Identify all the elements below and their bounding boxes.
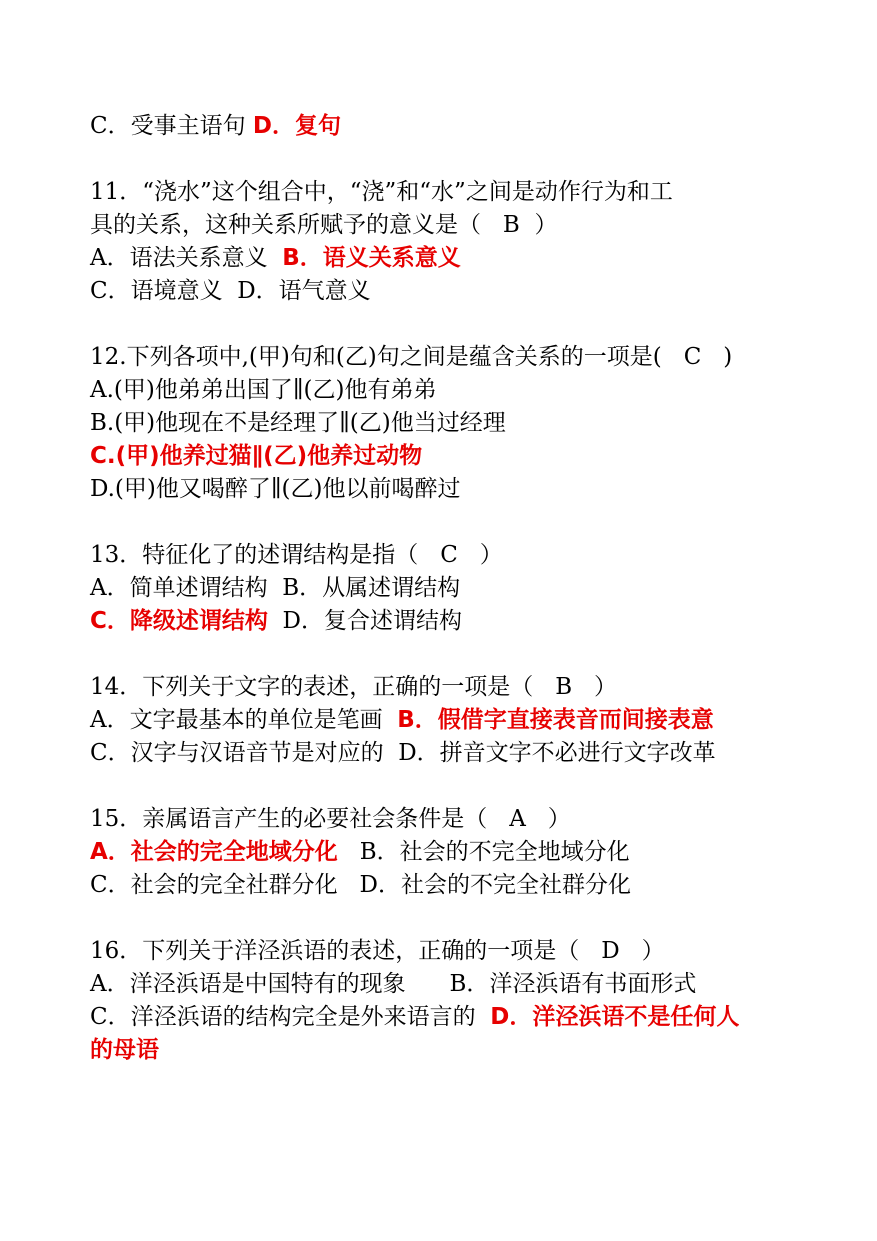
q10-option-c: C．受事主语句 — [90, 113, 246, 139]
spacer — [90, 143, 850, 176]
q14-option-b-answer: B．假借字直接表音而间接表意 — [397, 707, 714, 733]
q11-options-ab — [90, 242, 850, 275]
q16-option-d-answer: D．洋泾浜语不是任何人 — [490, 1004, 740, 1030]
q16-options-ab — [90, 968, 850, 1001]
q11-option-d: D．语气意义 — [237, 278, 371, 304]
q11-stem-line2: 具的关系，这种关系所赋予的意义是（ B ） — [90, 212, 558, 238]
q12-option-a: A.(甲)他弟弟出国了∥(乙)他有弟弟 — [90, 377, 437, 403]
q13-stem: 13．特征化了的述谓结构是指（ C ） — [90, 542, 503, 568]
q13-options-cd — [90, 605, 850, 638]
q15-stem: 15．亲属语言产生的必要社会条件是（ A ） — [90, 806, 571, 832]
q15-option-b: B．社会的不完全地域分化 — [359, 839, 630, 865]
q15-option-c: C．社会的完全社群分化 — [90, 872, 338, 898]
q13-options-ab — [90, 572, 850, 605]
q16-option-a: A．洋泾浜语是中国特有的现象 — [90, 971, 406, 997]
q14-option-c: C．汉字与汉语音节是对应的 — [90, 740, 384, 766]
q16-option-b: B．洋泾浜语有书面形式 — [449, 971, 697, 997]
q15-options-ab — [90, 836, 850, 869]
q16-option-d-answer-cont: 的母语 — [90, 1037, 159, 1063]
q12-option-d: D.(甲)他又喝醉了∥(乙)他以前喝醉过 — [90, 476, 461, 502]
q10-options-cd — [90, 110, 850, 143]
q16-option-c: C．洋泾浜语的结构完全是外来语言的 — [90, 1004, 476, 1030]
q14-stem: 14．下列关于文字的表述，正确的一项是（ B ） — [90, 674, 618, 700]
q16-stem: 16．下列关于洋泾浜语的表述，正确的一项是（ D ） — [90, 938, 665, 964]
q14-option-a: A．文字最基本的单位是笔画 — [90, 707, 383, 733]
q16-options-cd — [90, 1001, 850, 1034]
q12-option-c-answer: C.(甲)他养过猫∥(乙)他养过动物 — [90, 443, 423, 469]
q11-stem-line1: 11．“浇水”这个组合中，“浇”和“水”之间是动作行为和工 — [90, 179, 673, 205]
q11-option-b-answer: B．语义关系意义 — [282, 245, 461, 271]
spacer — [90, 308, 850, 341]
q11-option-c: C．语境意义 — [90, 278, 223, 304]
document-page — [90, 110, 850, 1067]
q13-option-c-answer: C．降级述谓结构 — [90, 608, 268, 634]
spacer — [90, 770, 850, 803]
q14-option-d: D．拼音文字不必进行文字改革 — [398, 740, 716, 766]
spacer — [90, 638, 850, 671]
q10-option-d-answer: D．复句 — [252, 113, 342, 139]
q12-stem: 12.下列各项中,(甲)句和(乙)句之间是蕴含关系的一项是( C ) — [90, 344, 733, 370]
q11-option-a: A．语法关系意义 — [90, 245, 268, 271]
spacer — [90, 506, 850, 539]
spacer — [90, 902, 850, 935]
q14-options-cd — [90, 737, 850, 770]
q13-option-d: D．复合述谓结构 — [282, 608, 462, 634]
q13-option-b: B．从属述谓结构 — [282, 575, 461, 601]
q14-options-ab — [90, 704, 850, 737]
q15-options-cd — [90, 869, 850, 902]
q15-option-a-answer: A．社会的完全地域分化 — [90, 839, 338, 865]
q11-options-cd — [90, 275, 850, 308]
q13-option-a: A．简单述谓结构 — [90, 575, 268, 601]
q15-option-d: D．社会的不完全社群分化 — [359, 872, 631, 898]
q12-option-b: B.(甲)他现在不是经理了∥(乙)他当过经理 — [90, 410, 506, 436]
